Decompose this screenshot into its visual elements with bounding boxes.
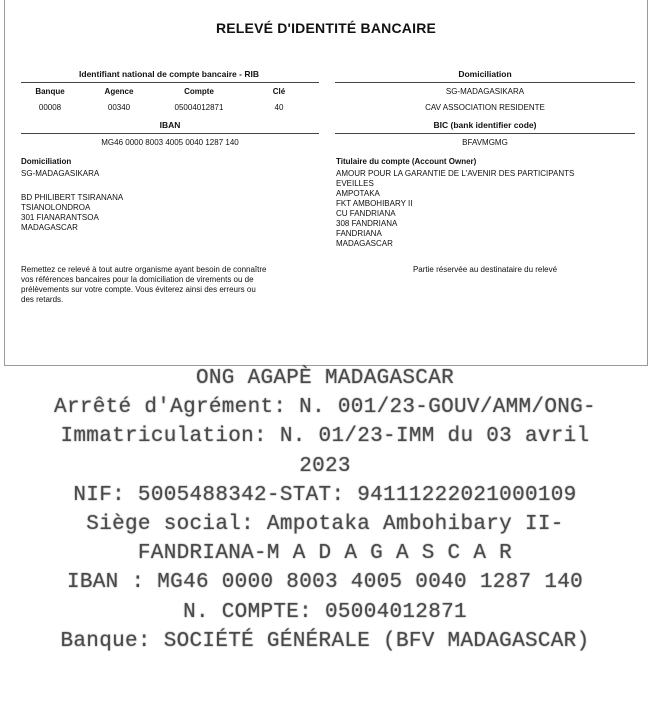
notice-line: Remettez ce relevé à tout autre organisme ayant besoin de connaître	[21, 265, 267, 274]
val-agence: 00340	[107, 103, 131, 112]
ong-siege: Siège social: Ampotaka Ambohibary II-	[86, 513, 564, 537]
left-domiciliation-title: Domiciliation	[21, 157, 72, 166]
notice	[21, 265, 266, 305]
domiciliation-line1: SG-MADAGASIKARA	[445, 87, 525, 96]
val-compte: 05004012871	[174, 103, 224, 112]
rib-values	[21, 103, 319, 112]
col-compte: Compte	[184, 87, 214, 96]
bic-value: BFAVMGMG	[462, 138, 508, 147]
owner-title: Titulaire du compte (Account Owner)	[336, 157, 477, 166]
owner-line: AMPOTAKA	[336, 189, 380, 198]
domiciliation-line2: CAV ASSOCIATION RESIDENTE	[425, 103, 545, 112]
ong-siege-location: FANDRIANA-M A D A G A S C A R	[137, 542, 513, 566]
bank-address-line: MADAGASCAR	[21, 223, 78, 232]
owner-line: 308 FANDRIANA	[336, 219, 398, 228]
ong-banque: Banque: SOCIÉTÉ GÉNÉRALE (BFV MADAGASCAR)	[60, 629, 590, 653]
rib-title: RELEVÉ D'IDENTITÉ BANCAIRE	[215, 20, 437, 36]
ong-name: ONG AGAPÈ MADAGASCAR	[195, 367, 455, 390]
notice-line: prélèvements sur votre compte. Vous éviterez ainsi des erreurs ou	[21, 285, 256, 294]
ong-agrement: Arrêté d'Agrément: N. 001/23-GOUV/AMM/ONG-	[54, 396, 596, 420]
bic-rule	[335, 133, 635, 134]
owner-line: MADAGASCAR	[336, 239, 393, 248]
val-banque: 00008	[38, 103, 62, 112]
rib-card	[4, 0, 648, 366]
bank-address-line: BD PHILIBERT TSIRANANA	[21, 193, 124, 202]
rib-header-rule	[21, 82, 319, 83]
owner-line: EVEILLES	[336, 179, 374, 188]
ong-info-block	[0, 364, 650, 656]
domiciliation-rule	[335, 82, 635, 83]
col-banque: Banque	[35, 87, 65, 96]
owner-line: AMOUR POUR LA GARANTIE DE L'AVENIR DES PARTICIPANTS	[336, 169, 575, 178]
owner-line: FANDRIANA	[336, 229, 382, 238]
notice-line: des retards.	[21, 295, 64, 304]
domiciliation-header: Domiciliation	[458, 69, 512, 79]
bic-label: BIC (bank identifier code)	[433, 120, 537, 130]
rib-columns	[21, 87, 319, 96]
ong-immatriculation-year: 2023	[299, 454, 351, 478]
left-domiciliation-name: SG-MADAGASIKARA	[21, 169, 100, 178]
ong-compte: N. COMPTE: 05004012871	[183, 600, 467, 624]
recipient-note: Partie réservée au destinataire du relevé	[412, 265, 558, 274]
owner-line: FKT AMBOHIBARY II	[336, 199, 413, 208]
col-agence: Agence	[104, 87, 134, 96]
val-cle: 40	[274, 103, 284, 112]
bank-address	[21, 193, 123, 233]
ong-immatriculation: Immatriculation: N. 01/23-IMM du 03 avril	[60, 425, 590, 449]
rib-header: Identifiant national de compte bancaire - RIB	[79, 69, 259, 79]
iban-rule	[21, 133, 319, 134]
notice-line: vos références bancaires pour la domiciliation de virements ou de	[21, 275, 254, 284]
iban-value: MG46 0000 8003 4005 0040 1287 140	[101, 138, 239, 147]
bank-address-line: 301 FIANARANTSOA	[21, 213, 99, 222]
owner-lines	[336, 169, 574, 249]
bank-address-line: TSIANOLONDROA	[21, 203, 91, 212]
owner-line: CU FANDRIANA	[336, 209, 396, 218]
col-cle: Clé	[272, 87, 286, 96]
ong-iban: IBAN : MG46 0000 8003 4005 0040 1287 140	[66, 571, 584, 595]
iban-label: IBAN	[159, 120, 181, 130]
ong-nif-stat: NIF: 5005488342-STAT: 94111222021000109	[73, 483, 577, 507]
